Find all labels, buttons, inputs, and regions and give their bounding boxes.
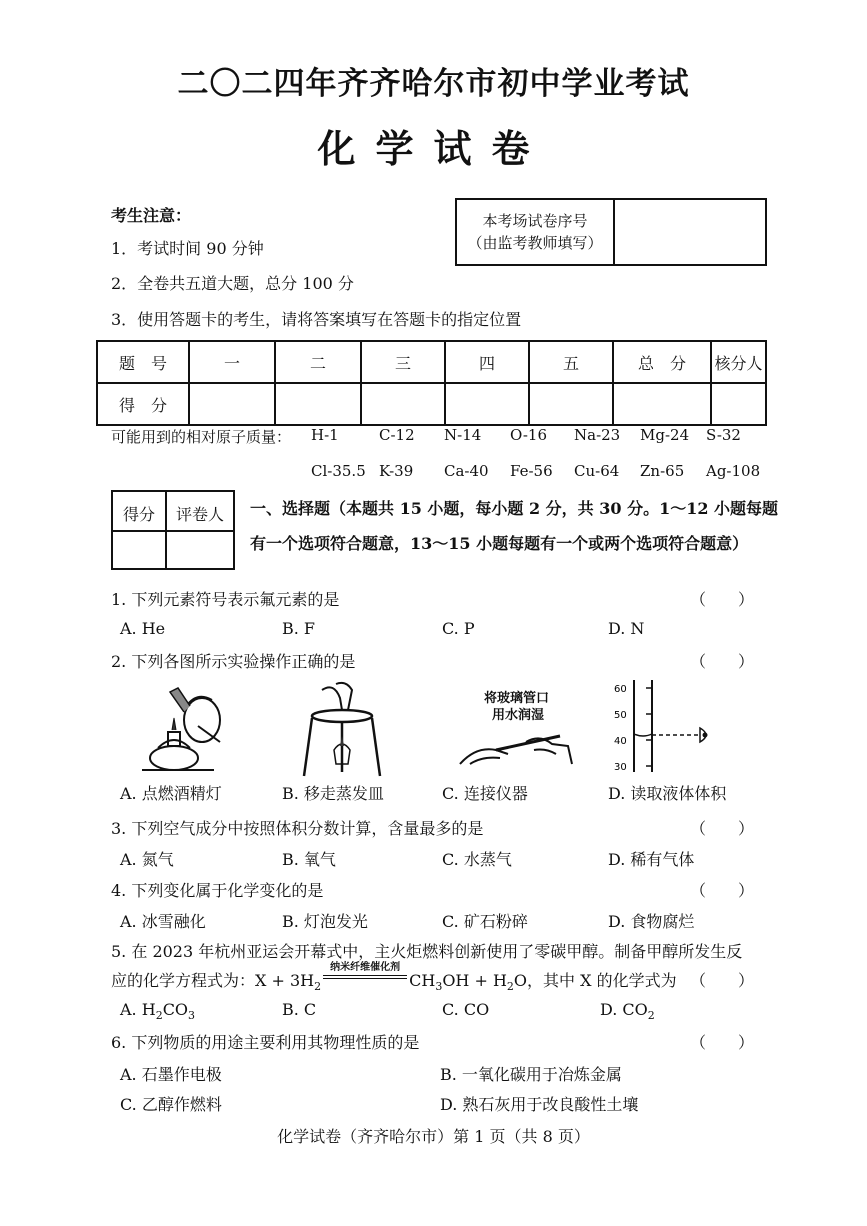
option: C. 乙醇作燃料: [120, 1095, 222, 1114]
score-cell: [711, 383, 766, 425]
score-table: [96, 340, 767, 426]
option: B. 灯泡发光: [282, 912, 368, 931]
option: A. 点燃酒精灯: [120, 784, 222, 803]
figure-note: 将玻璃管口 用水润湿: [484, 691, 550, 723]
option: D. 稀有气体: [608, 850, 695, 869]
atomic-mass: H-1: [311, 426, 339, 444]
score-cell: [529, 383, 613, 425]
alcohol-lamp-figure: [128, 682, 228, 774]
option: D. $CO_2$: [600, 1000, 655, 1023]
question-stem: 3. 下列空气成分中按照体积分数计算，含量最多的是: [111, 819, 484, 838]
score-cell: [275, 383, 361, 425]
score-table-header: 题 号 一 二 三 四 五 总 分 核分人: [97, 341, 766, 383]
option: D. 食物腐烂: [608, 912, 695, 931]
score-cell: [189, 383, 275, 425]
atomic-mass: O-16: [510, 426, 548, 444]
atomic-mass: N-14: [444, 426, 482, 444]
atomic-mass: S-32: [706, 426, 741, 444]
tick-label: 50: [614, 710, 627, 721]
option: B. 移走蒸发皿: [282, 784, 384, 803]
option: D. 熟石灰用于改良酸性土壤: [440, 1095, 639, 1114]
tick-label: 30: [614, 762, 627, 773]
seat-number-label: 本考场试卷序号 （由监考教师填写）: [457, 200, 615, 264]
question-stem: 2. 下列各图所示实验操作正确的是: [111, 652, 356, 671]
option: D. 读取液体体积: [608, 784, 727, 803]
notice-item: 2．全卷共五道大题，总分 100 分: [111, 274, 354, 293]
tick-label: 40: [614, 736, 627, 747]
option: C. 矿石粉碎: [442, 912, 528, 931]
option: C. 连接仪器: [442, 784, 528, 803]
graduated-cylinder-figure: [612, 678, 722, 776]
option: A. 冰雪融化: [120, 912, 206, 931]
answer-paren: （ ）: [690, 971, 755, 990]
atomic-mass-lead: 可能用到的相对原子质量：: [111, 428, 292, 446]
section-heading: 有一个选项符合题意，13～15 小题每题有一个或两个选项符合题意）: [250, 534, 749, 553]
option: C. P: [442, 619, 475, 638]
option: C. 水蒸气: [442, 850, 512, 869]
answer-paren: （ ）: [690, 590, 755, 609]
score-cell: [445, 383, 529, 425]
question-stem: 4. 下列变化属于化学变化的是: [111, 881, 324, 900]
atomic-mass: Na-23: [574, 426, 621, 444]
answer-paren: （ ）: [690, 1033, 755, 1052]
question-stem: 6. 下列物质的用途主要利用其物理性质的是: [111, 1033, 420, 1052]
option: B. 一氧化碳用于冶炼金属: [440, 1065, 622, 1084]
subject-title: 化学试卷: [317, 126, 550, 171]
option: B. F: [282, 619, 316, 638]
option: C. CO: [442, 1000, 490, 1019]
question-equation-line: 应的化学方程式为：$X + 3H_2$ 纳米纤维催化剂 $CH_3OH + H_2O$，其中 X 的化学式为: [111, 962, 677, 994]
atomic-mass: Cu-64: [574, 462, 620, 480]
tripod-figure: [300, 680, 384, 780]
notice-item: 3．使用答题卡的考生，请将答案填写在答题卡的指定位置: [111, 310, 522, 329]
grader-box: 得分 评卷人: [111, 490, 235, 570]
section-heading: 一、选择题（本题共 15 小题，每小题 2 分，共 30 分。1～12 小题每题: [250, 499, 779, 518]
atomic-mass: Ca-40: [444, 462, 489, 480]
reaction-arrow: 纳米纤维催化剂: [321, 968, 409, 979]
atomic-mass: Cl-35.5: [311, 462, 366, 480]
atomic-mass: Mg-24: [640, 426, 690, 444]
option: A. $H_2CO_3$: [120, 1000, 196, 1023]
option: A. 氮气: [120, 850, 174, 869]
question-stem: 1. 下列元素符号表示氟元素的是: [111, 590, 340, 609]
answer-paren: （ ）: [690, 881, 755, 900]
score-cell: [613, 383, 711, 425]
atomic-mass: C-12: [379, 426, 415, 444]
question-stem: 5. 在 2023 年杭州亚运会开幕式中，主火炬燃料创新使用了零碳甲醇。制备甲醇所发生反: [111, 942, 743, 961]
option: B. C: [282, 1000, 317, 1019]
tick-label: 60: [614, 684, 627, 695]
atomic-mass: K-39: [379, 462, 414, 480]
score-cell: [361, 383, 445, 425]
atomic-mass: Ag-108: [706, 462, 761, 480]
atomic-mass: Zn-65: [640, 462, 685, 480]
option: D. N: [608, 619, 645, 638]
notice-item: 1．考试时间 90 分钟: [111, 239, 264, 258]
glass-tube-figure: [456, 724, 576, 774]
option: A. 石墨作电极: [120, 1065, 222, 1084]
notice-heading: 考生注意：: [111, 206, 192, 225]
answer-paren: （ ）: [690, 819, 755, 838]
exam-title: 二〇二四年齐齐哈尔市初中学业考试: [177, 66, 690, 102]
seat-number-box: [455, 198, 767, 266]
answer-paren: （ ）: [690, 652, 755, 671]
option: A. He: [120, 619, 166, 638]
score-table-row: 得 分: [97, 383, 766, 425]
atomic-mass: Fe-56: [510, 462, 553, 480]
option: B. 氧气: [282, 850, 336, 869]
page-footer: 化学试卷（齐齐哈尔市）第 1 页（共 8 页）: [277, 1127, 590, 1146]
